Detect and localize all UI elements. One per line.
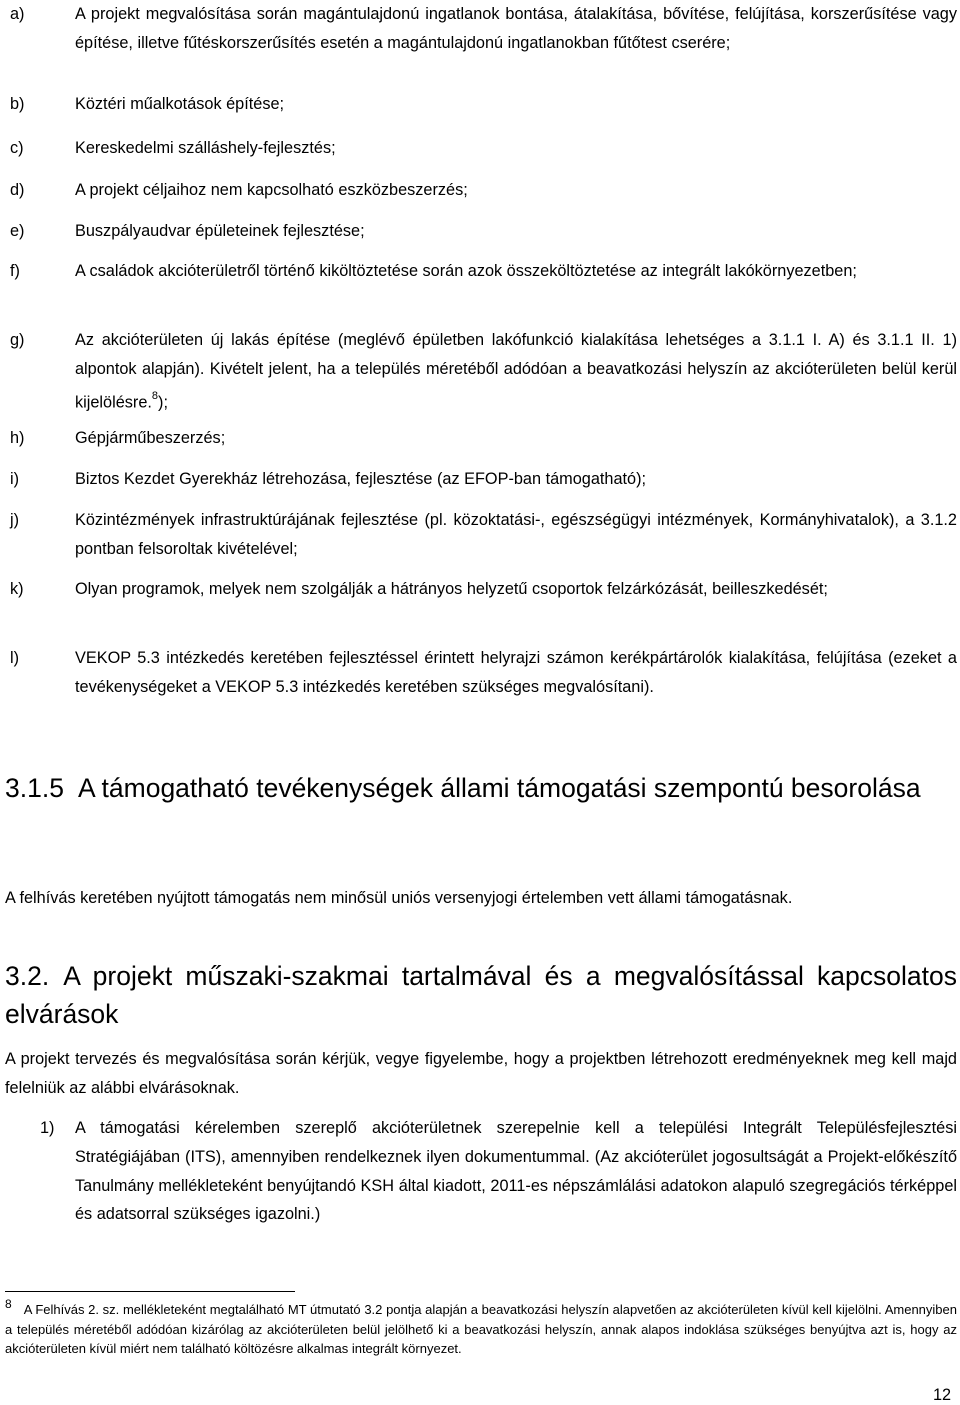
footnote	[5, 1297, 957, 1359]
list-item-text: A projekt céljaihoz nem kapcsolható eszközbeszerzés;	[75, 181, 468, 199]
list-item-text: A támogatási kérelemben szereplő akcióterületnek szerepelnie kell a települési Integrált Településfejlesztési Stratégiájában (ITS), amennyiben rendelkeznek ilyen dokumentummal. (Az akcióterület jogosultságát a Projekt-előkészítő Tanulmány mellékleteként benyújtandó KSH által kiadott, 2011-es népszámlálási adatokon alapuló szegregációs térképpel és adatsorral szükséges igazolni.)	[75, 1119, 957, 1224]
section-heading-3-1-5	[5, 769, 957, 807]
section-3-1-5-paragraph: A felhívás keretében nyújtott támogatás nem minősül uniós versenyjogi értelemben vett állami támogatásnak.	[5, 889, 793, 907]
list-item-text-tail: );	[158, 393, 168, 412]
list-item-text: Kereskedelmi szálláshely-fejlesztés;	[75, 139, 336, 157]
list-item-label: h)	[10, 429, 25, 447]
section-title: A támogatható tevékenységek állami támogatási szempontú besorolása	[77, 773, 921, 803]
list-item-text: Köztéri műalkotások építése;	[75, 95, 285, 113]
footnote-separator	[5, 1291, 295, 1292]
list-item-label: f)	[10, 262, 20, 280]
list-item-label: b)	[10, 95, 25, 113]
list-item-text: Közintézmények infrastruktúrájának fejlesztése (pl. közoktatási-, egészségügyi intézmények, Kormányhivatalok), a 3.1.2 pontban felsoroltak kivételével;	[75, 511, 957, 558]
page-number: 12	[933, 1386, 952, 1404]
section-title: A projekt műszaki-szakmai tartalmával és a megvalósítással kapcsolatos elvárások	[5, 961, 957, 1029]
list-item-text: A családok akcióterületről történő kiköltöztetése során azok összeköltöztetése az integrált lakókörnyezetben;	[75, 262, 857, 280]
list-item-text: Olyan programok, melyek nem szolgálják a hátrányos helyzetű csoportok felzárkózását, beilleszkedését;	[75, 580, 828, 598]
list-item-text: A projekt megvalósítása során magántulajdonú ingatlanok bontása, átalakítása, bővítése, felújítása, korszerűsítése vagy építése, illetve fűtéskorszerűsítés esetén a magántulajdonú ingatlanokban fűtőtest cserére;	[75, 5, 957, 52]
section-heading-3-2	[5, 957, 957, 1033]
list-item-text	[75, 326, 957, 417]
list-item-label: l)	[10, 649, 20, 667]
list-item-label: d)	[10, 181, 25, 199]
section-number: 3.2.	[5, 961, 50, 991]
list-item-label: a)	[10, 5, 25, 23]
list-item-label: j)	[10, 511, 20, 529]
section-number: 3.1.5	[5, 773, 64, 803]
list-item-text: Gépjárműbeszerzés;	[75, 429, 226, 447]
list-item-label: i)	[10, 470, 20, 488]
list-item-label: c)	[10, 139, 24, 157]
section-3-2-paragraph: A projekt tervezés és megvalósítása során kérjük, vegye figyelembe, hogy a projektben létrehozott eredményeknek meg kell majd felelniük az alábbi elvárásoknak.	[5, 1050, 957, 1097]
list-item-label: 1)	[40, 1119, 55, 1137]
footnote-text: A Felhívás 2. sz. mellékleteként megtalálható MT útmutató 3.2 pontja alapján a beavatkozási helyszín alapvetően az akcióterületen kívül kell kijelölni. Amennyiben a település méretéből adódóan kizárólag az akcióterületen belül jelölhető ki a beavatkozási helyszín, annak alapos indoklása szükséges benyújtva azt is, hogy az akcióterületen kívül miért nem található költözésre alkalmas integrált környezet.	[5, 1302, 957, 1357]
list-item-text: VEKOP 5.3 intézkedés keretében fejlesztéssel érintett helyrajzi számon kerékpártárolók kialakítása, felújítása (ezeket a tevékenységeket a VEKOP 5.3 intézkedés keretében szükséges megvalósítani).	[75, 649, 957, 696]
list-item-label: g)	[10, 331, 25, 349]
list-item-text-main: Az akcióterületen új lakás építése (meglévő épületben lakófunkció kialakítása lehetséges a 3.1.1 I. A) és 3.1.1 II. 1) alpontok alapján). Kivételt jelent, ha a település méretéből adódóan a beavatkozási helyszín az akcióterületen belül kerül kijelölésre.	[75, 331, 957, 412]
footnote-mark: 8	[5, 1297, 12, 1311]
list-item-label: k)	[10, 580, 24, 598]
list-item-text: Buszpályaudvar épületeinek fejlesztése;	[75, 222, 365, 240]
list-item-text: Biztos Kezdet Gyerekház létrehozása, fejlesztése (az EFOP-ban támogatható);	[75, 470, 647, 488]
list-item-label: e)	[10, 222, 25, 240]
footnote-reference[interactable]: 8	[151, 389, 159, 402]
